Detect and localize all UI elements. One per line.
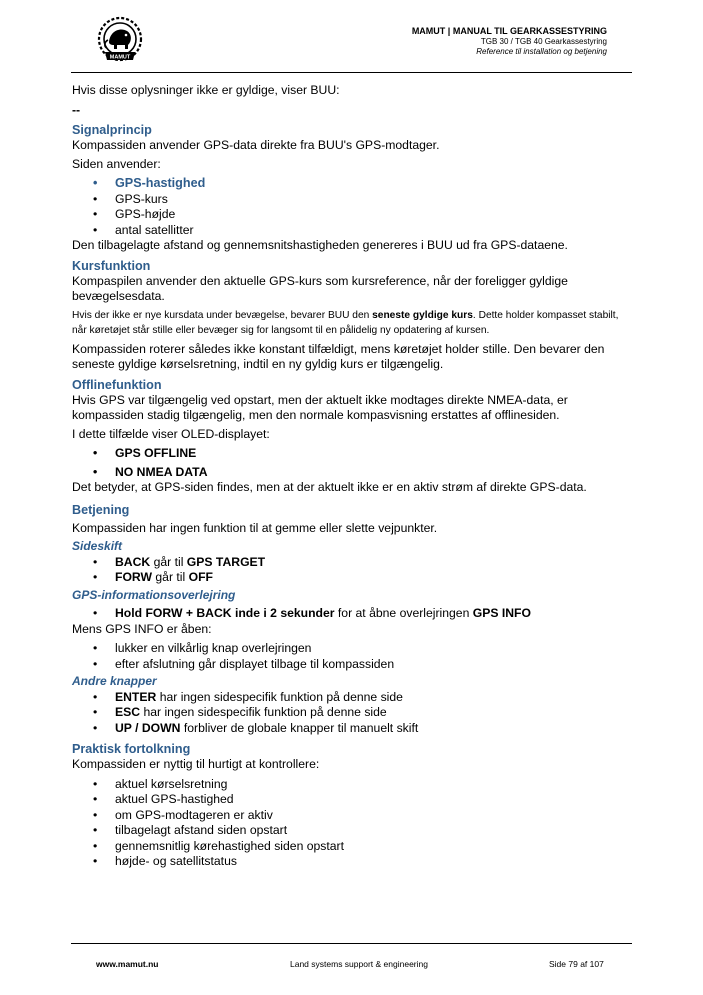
item-text: går til — [152, 570, 189, 584]
item-text: går til — [150, 554, 187, 569]
intro-line: Hvis disse oplysninger ikke er gyldige, viser BUU: — [72, 83, 340, 97]
list-item — [72, 690, 632, 706]
kurs-p2-post: . Dette holder kompasset stabilt, når køretøjet står stille eller bevæger sig for langsomt til en pålidelig ny opdatering af kursen. — [72, 309, 619, 336]
target-label: OFF — [188, 570, 213, 584]
list-item: • GPS OFFLINE — [72, 446, 632, 462]
item-text: for at åbne overlejringen — [334, 606, 473, 620]
praktisk-p1: Kompassiden er nyttig til hurtigt at kontrollere: — [72, 757, 320, 771]
offline-p2: I dette tilfælde viser OLED-displayet: — [72, 426, 270, 441]
list-item — [72, 721, 632, 737]
betjening-p1: Kompassiden har ingen funktion til at gemme eller slette vejpunkter. — [72, 520, 438, 535]
kurs-heading: Kursfunktion — [72, 258, 151, 273]
praktisk-list — [72, 777, 632, 870]
kurs-p2-pre: Hvis der ikke er nye kursdata under bevægelse, bevarer BUU den — [72, 309, 373, 321]
list-item: • tilbagelagt afstand siden opstart — [72, 823, 632, 839]
list-item: • efter afslutning går displayet tilbage til kompassiden — [72, 657, 632, 673]
list-item — [72, 606, 632, 622]
signal-p1: Kompassiden anvender GPS-data direkte fra BUU's GPS-modtager. — [72, 138, 440, 152]
andre-list — [72, 690, 632, 737]
kurs-p2 — [72, 308, 632, 339]
list-item: • aktuel kørselsretning — [72, 777, 632, 793]
overlay-items — [72, 641, 632, 672]
target-label: GPS INFO — [472, 606, 531, 620]
sideskift-list — [72, 555, 632, 586]
list-item: • højde- og satellitstatus — [72, 854, 632, 870]
list-item — [72, 705, 632, 721]
list-item: • lukker en vilkårlig knap overlejringen — [72, 641, 632, 657]
mamut-logo — [95, 16, 145, 64]
key-label: ENTER — [115, 689, 157, 704]
overlay-list — [72, 606, 632, 622]
signal-p3: Den tilbagelagte afstand og gennemsnitshastigheden genereres i BUU ud fra GPS-dataene. — [72, 238, 568, 252]
target-label: GPS TARGET — [186, 554, 266, 569]
header-divider — [71, 72, 632, 73]
item-text: har ingen sidespecifik funktion på denne side — [156, 689, 403, 704]
footer-divider — [71, 943, 632, 944]
key-label: FORW — [115, 570, 153, 584]
key-label: Hold FORW + BACK inde i 2 sekunder — [115, 606, 335, 620]
offline-p3: Det betyder, at GPS-siden findes, men at der aktuelt ikke er en aktiv strøm af direkte GPS-data. — [72, 480, 587, 494]
header-subtitle: TGB 30 / TGB 40 Gearkassestyring — [480, 37, 607, 46]
key-label: BACK — [115, 554, 151, 569]
kurs-p2-bold: seneste gyldige kurs — [372, 309, 473, 321]
intro-dashes: -- — [72, 102, 81, 117]
offline-p1: Hvis GPS var tilgængelig ved opstart, men der aktuelt ikke modtages direkte NMEA-data, er kompassiden stadig tilgængelig, men den normale kompasvisning erstattes af offlinesiden. — [72, 392, 568, 422]
item-text: forbliver de globale knapper til manuelt skift — [180, 720, 419, 735]
header-title: MAMUT | MANUAL TIL GEARKASSESTYRING — [411, 26, 607, 36]
list-item: • GPS-kurs — [72, 192, 632, 208]
page-header — [412, 26, 607, 57]
list-item: • gennemsnitlig kørehastighed siden opstart — [72, 839, 632, 855]
key-label: ESC — [115, 705, 141, 719]
list-item: • GPS-hastighed — [72, 176, 632, 192]
header-reference: Reference til installation og betjening — [476, 47, 607, 56]
andre-heading: Andre knapper — [72, 674, 157, 688]
kurs-p3: Kompassiden roterer således ikke konstant tilfældigt, mens køretøjet holder stille. Den bevarer den seneste gyldige kørselsretning, indtil en ny gyldig kurs er tilgængelig. — [72, 341, 605, 371]
signal-heading: Signalprincip — [72, 123, 152, 137]
logo-text: MAMUT — [109, 54, 131, 61]
footer-website: www.mamut.nu — [96, 959, 159, 969]
list-item — [72, 555, 632, 571]
page-content — [72, 83, 632, 870]
list-item: • NO NMEA DATA — [72, 465, 632, 481]
offline-list — [72, 446, 632, 480]
item-text: har ingen sidespecifik funktion på denne side — [140, 705, 387, 719]
list-item: • om GPS-modtageren er aktiv — [72, 808, 632, 824]
signal-p2: Siden anvender: — [72, 156, 161, 171]
key-label: UP / DOWN — [115, 720, 181, 735]
sideskift-heading: Sideskift — [72, 539, 123, 553]
kurs-p1: Kompaspilen anvender den aktuelle GPS-kurs som kursreference, når der foreligger gyldige bevægelsesdata. — [72, 273, 568, 303]
footer-page-number: Side 79 af 107 — [549, 959, 604, 969]
offline-heading: Offlinefunktion — [72, 377, 162, 392]
signal-list — [72, 176, 632, 238]
betjening-heading: Betjening — [72, 502, 130, 517]
list-item: • aktuel GPS-hastighed — [72, 792, 632, 808]
praktisk-heading: Praktisk fortolkning — [72, 742, 191, 756]
list-item — [72, 570, 632, 586]
overlay-p: Mens GPS INFO er åben: — [72, 621, 212, 636]
footer-tagline: Land systems support & engineering — [290, 959, 428, 969]
list-item: • antal satellitter — [72, 223, 632, 239]
list-item: • GPS-højde — [72, 207, 632, 223]
overlay-heading: GPS-informationsoverlejring — [72, 587, 236, 602]
